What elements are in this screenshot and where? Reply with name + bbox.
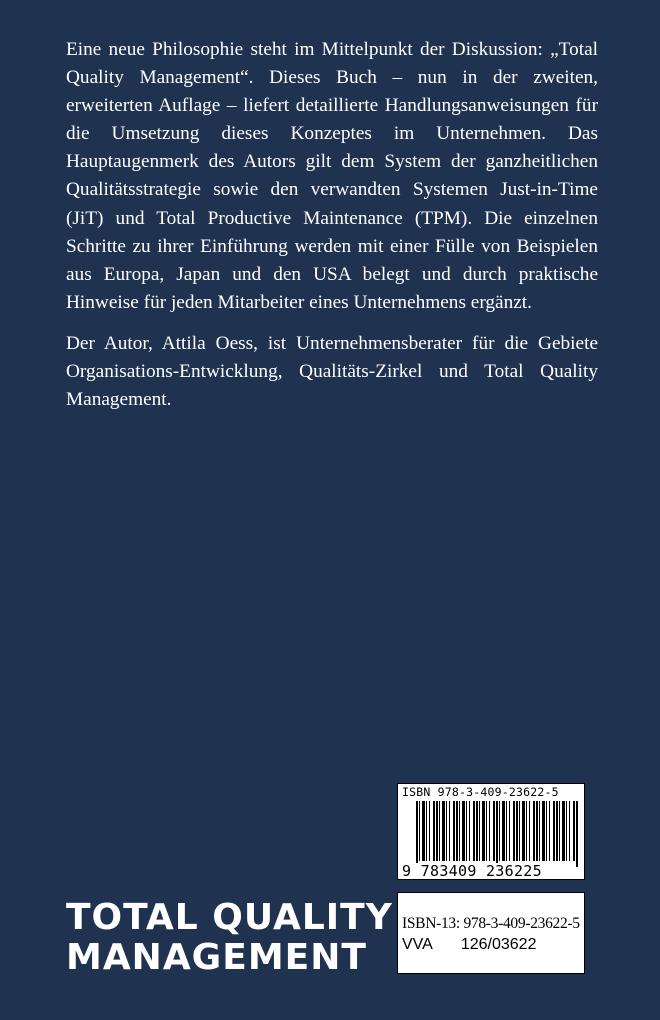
vva-label: VVA <box>402 936 433 953</box>
barcode-guard-center <box>496 801 498 867</box>
isbn-info-box <box>397 892 585 974</box>
book-title-line2: MANAGEMENT <box>66 937 367 978</box>
book-title-line1: TOTAL QUALITY <box>66 897 393 938</box>
barcode-guard-left <box>416 801 418 867</box>
barcode-box <box>397 783 585 880</box>
blurb-paragraph-author: Der Autor, Attila Oess, ist Unternehmensberater für die Gebiete Organisations-Entwicklung, Qualitäts-Zirkel und Total Quality Management. <box>66 332 598 411</box>
cover-blurb <box>66 36 598 414</box>
barcode-isbn-label: ISBN 978-3-409-23622-5 <box>402 785 559 799</box>
isbn13-text: ISBN-13: 978-3-409-23622-5 <box>402 915 580 932</box>
book-title <box>66 898 393 978</box>
vva-line <box>402 936 536 954</box>
barcode-guard-right <box>576 801 578 867</box>
vva-number: 126/03622 <box>460 936 537 953</box>
blurb-paragraph-description: Eine neue Philosophie steht im Mittelpunkt der Diskussion: „Total Quality Management“. Dieses Buch – nun in der zweiten, erweiterten Auflage – liefert detaillierte Handlungsanweisungen für die Umsetzung dieses Konzeptes im Unternehmen. Das Hauptaugenmerk des Autors gilt dem System der ganzheitlichen Qualitätsstrategie sowie den verwandten Systemen Just-in-Time (JiT) und Total Productive Maintenance (TPM). Die einzelnen Schritte zu ihrer Einführung werden mit einer Fülle von Beispielen aus Europa, Japan und den USA belegt und durch praktische Hinweise für jeden Mitarbeiter eines Unternehmens ergänzt. <box>66 39 598 313</box>
barcode-digits: 9 783409 236225 <box>402 862 542 880</box>
